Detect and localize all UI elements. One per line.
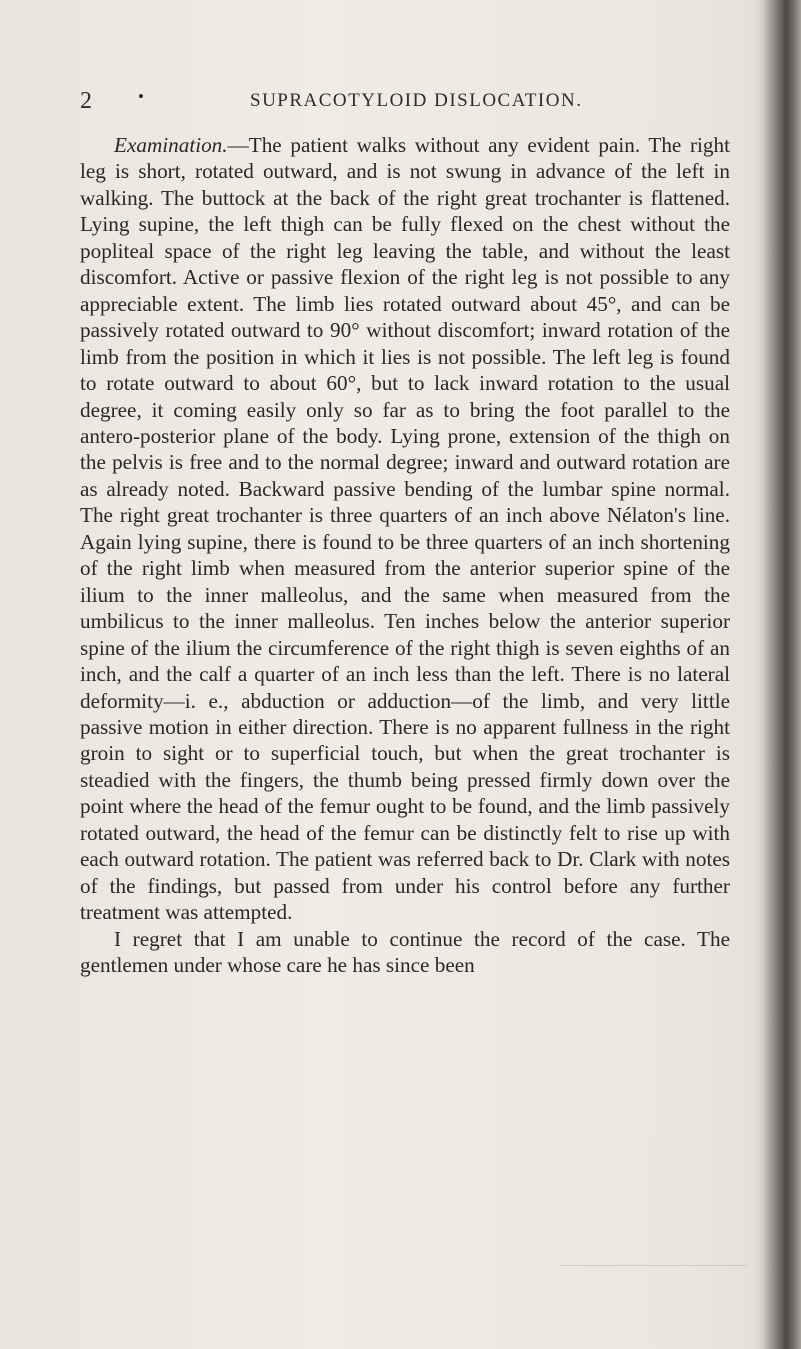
running-title: SUPRACOTYLOID DISLOCATION. [250,90,583,111]
header-bullet: • [138,87,146,106]
paragraph-text: —The patient walks without any evident pain. The right leg is short, rotated outward, and is not swung in advance of the left in walking. The buttock at the back of the right great trochanter is flattened. Lying supine, the left thigh can be fully flexed on the chest without the popliteal space of the right leg leaving the table, and without the least discomfort. Active or passive flexion of the right leg is not possible to any appreciable extent. The limb lies rotated outward about 45°, and can be passively rotated outward to 90° without discomfort; inward rotation of the limb from the position in which it lies is not possible. The left leg is found to rotate outward to about 60°, but to lack inward rotation to the usual degree, it coming easily only so far as to bring the foot parallel to the antero-posterior plane of the body. Lying prone, extension of the thigh on the pelvis is free and to the normal degree; inward and outward rotation are as already noted. Backward passive bending of the lumbar spine normal. The right great trochanter is three quarters of an inch above Nélaton's line. Again lying supine, there is found to be three quarters of an inch shortening of the right limb when measured from the anterior superior spine of the ilium to the inner malleolus, and the same when measured from the umbilicus to the inner malleolus. Ten inches below the anterior superior spine of the ilium the circumference of the right thigh is seven eighths of an inch, and the calf a quarter of an inch less than the left. There is no lateral deformity—i. e., abduction or adduction—of the limb, and very little passive motion in either direction. There is no apparent fullness in the right groin to sight or to superficial touch, but when the great trochanter is steadied with the fingers, the thumb being pressed firmly down over the point where the head of the femur ought to be found, and the limb passively rotated outward, the head of the femur can be distinctly felt to rise up with each outward rotation. The patient was referred back to Dr. Clark with notes of the findings, but passed from under his control before any further treatment was attempted. [80,133,730,925]
paragraph-examination [80,132,730,926]
body-text [80,132,730,979]
book-spine-shadow [763,0,801,1349]
running-head [80,88,720,118]
page-edge-mark [560,1265,747,1266]
section-lead-in: Examination. [114,133,228,157]
paragraph-text: I regret that I am unable to continue the record of the case. The gentlemen under whose care he has since been [80,926,730,978]
page-number: 2 [80,88,94,114]
paragraph-regret [80,926,730,979]
